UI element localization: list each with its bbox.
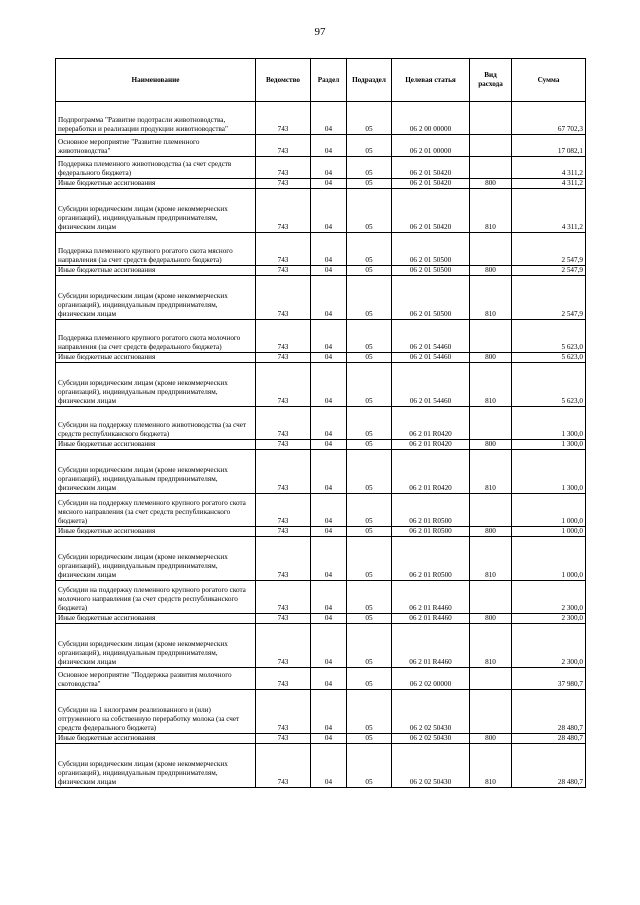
row-subsection-cell: 05 <box>347 179 392 189</box>
row-name-cell: Субсидии юридическим лицам (кроме некоммерческих организаций), индивидуальным предпринимателям, физическим лицам <box>56 744 256 788</box>
row-subsection-cell: 05 <box>347 624 392 668</box>
row-name-cell: Субсидии юридическим лицам (кроме некоммерческих организаций), индивидуальным предпринимателям, физическим лицам <box>56 450 256 494</box>
row-name-cell: Поддержка племенного крупного рогатого скота мясного направления (за счет средств федерального бюджета) <box>56 233 256 266</box>
row-name-cell: Субсидии юридическим лицам (кроме некоммерческих организаций), индивидуальным предпринимателям, физическим лицам <box>56 189 256 233</box>
row-name-cell: Субсидии на поддержку племенного крупного рогатого скота молочного направления (за счет средств республиканского бюджета) <box>56 581 256 614</box>
row-sum-cell: 2 300,0 <box>512 581 586 614</box>
row-sum-cell: 1 000,0 <box>512 537 586 581</box>
row-type-cell: 810 <box>470 363 512 407</box>
row-name-cell: Субсидии юридическим лицам (кроме некоммерческих организаций), индивидуальным предпринимателям, физическим лицам <box>56 363 256 407</box>
row-article-cell: 06 2 01 R0500 <box>392 537 470 581</box>
row-name-cell: Субсидии юридическим лицам (кроме некоммерческих организаций), индивидуальным предпринимателям, физическим лицам <box>56 537 256 581</box>
row-subsection-cell: 05 <box>347 266 392 276</box>
row-subsection-cell: 05 <box>347 537 392 581</box>
row-section-cell: 04 <box>311 276 347 320</box>
row-section-cell: 04 <box>311 102 347 135</box>
row-section-cell: 04 <box>311 494 347 527</box>
row-type-cell: 810 <box>470 450 512 494</box>
row-name-cell: Иные бюджетные ассигнования <box>56 266 256 276</box>
row-article-cell: 06 2 01 R4460 <box>392 614 470 624</box>
row-type-cell <box>470 668 512 690</box>
row-sum-cell: 28 480,7 <box>512 734 586 744</box>
table-row <box>56 276 586 320</box>
row-article-cell: 06 2 01 50500 <box>392 266 470 276</box>
row-article-cell: 06 2 01 R4460 <box>392 581 470 614</box>
row-dept-cell: 743 <box>256 266 311 276</box>
row-subsection-cell: 05 <box>347 189 392 233</box>
row-article-cell: 06 2 01 50500 <box>392 233 470 266</box>
header-article: Целевая статья <box>392 59 470 102</box>
row-sum-cell: 4 311,2 <box>512 189 586 233</box>
row-sum-cell: 1 300,0 <box>512 440 586 450</box>
row-article-cell: 06 2 01 R0420 <box>392 450 470 494</box>
table-row <box>56 102 586 135</box>
row-name-cell: Иные бюджетные ассигнования <box>56 734 256 744</box>
table-row <box>56 494 586 527</box>
row-section-cell: 04 <box>311 450 347 494</box>
row-section-cell: 04 <box>311 407 347 440</box>
row-sum-cell: 1 300,0 <box>512 450 586 494</box>
table-row <box>56 537 586 581</box>
table-row <box>56 189 586 233</box>
row-dept-cell: 743 <box>256 353 311 363</box>
row-sum-cell: 2 300,0 <box>512 614 586 624</box>
row-section-cell: 04 <box>311 581 347 614</box>
row-dept-cell: 743 <box>256 157 311 179</box>
table-row <box>56 179 586 189</box>
row-section-cell: 04 <box>311 624 347 668</box>
row-subsection-cell: 05 <box>347 363 392 407</box>
row-subsection-cell: 05 <box>347 233 392 266</box>
row-dept-cell: 743 <box>256 102 311 135</box>
row-dept-cell: 743 <box>256 624 311 668</box>
table-row <box>56 440 586 450</box>
row-sum-cell: 1 000,0 <box>512 494 586 527</box>
row-type-cell: 810 <box>470 624 512 668</box>
row-section-cell: 04 <box>311 266 347 276</box>
row-subsection-cell: 05 <box>347 320 392 353</box>
row-dept-cell: 743 <box>256 189 311 233</box>
row-name-cell: Субсидии юридическим лицам (кроме некоммерческих организаций), индивидуальным предпринимателям, физическим лицам <box>56 624 256 668</box>
row-subsection-cell: 05 <box>347 494 392 527</box>
row-type-cell <box>470 407 512 440</box>
row-sum-cell: 2 547,9 <box>512 266 586 276</box>
table-row <box>56 614 586 624</box>
row-dept-cell: 743 <box>256 527 311 537</box>
row-subsection-cell: 05 <box>347 157 392 179</box>
row-type-cell <box>470 157 512 179</box>
row-subsection-cell: 05 <box>347 527 392 537</box>
row-type-cell: 800 <box>470 440 512 450</box>
row-type-cell: 800 <box>470 614 512 624</box>
row-type-cell: 800 <box>470 179 512 189</box>
row-subsection-cell: 05 <box>347 276 392 320</box>
row-section-cell: 04 <box>311 233 347 266</box>
table-header-row <box>56 59 586 102</box>
row-sum-cell: 1 300,0 <box>512 407 586 440</box>
row-dept-cell: 743 <box>256 135 311 157</box>
row-type-cell <box>470 233 512 266</box>
row-section-cell: 04 <box>311 363 347 407</box>
row-type-cell: 810 <box>470 276 512 320</box>
table-row <box>56 744 586 788</box>
row-sum-cell: 5 623,0 <box>512 363 586 407</box>
row-article-cell: 06 2 01 50500 <box>392 276 470 320</box>
row-article-cell: 06 2 01 R0500 <box>392 527 470 537</box>
row-sum-cell: 28 480,7 <box>512 690 586 734</box>
row-section-cell: 04 <box>311 189 347 233</box>
row-sum-cell: 5 623,0 <box>512 320 586 353</box>
row-subsection-cell: 05 <box>347 407 392 440</box>
header-dept: Ведомство <box>256 59 311 102</box>
table-body <box>56 102 586 788</box>
row-section-cell: 04 <box>311 734 347 744</box>
row-section-cell: 04 <box>311 157 347 179</box>
row-name-cell: Поддержка племенного крупного рогатого скота молочного направления (за счет средств федерального бюджета) <box>56 320 256 353</box>
row-dept-cell: 743 <box>256 494 311 527</box>
row-article-cell: 06 2 01 50420 <box>392 189 470 233</box>
row-subsection-cell: 05 <box>347 353 392 363</box>
row-sum-cell: 28 480,7 <box>512 744 586 788</box>
row-name-cell: Основное мероприятие "Поддержка развития молочного скотоводства" <box>56 668 256 690</box>
row-article-cell: 06 2 01 54460 <box>392 363 470 407</box>
table-row <box>56 266 586 276</box>
row-dept-cell: 743 <box>256 614 311 624</box>
page-number: 97 <box>314 26 326 38</box>
row-type-cell: 800 <box>470 353 512 363</box>
row-section-cell: 04 <box>311 527 347 537</box>
row-subsection-cell: 05 <box>347 744 392 788</box>
row-name-cell: Подпрограмма "Развитие подотрасли животноводства, переработки и реализации продукции животноводства" <box>56 102 256 135</box>
header-section: Раздел <box>311 59 347 102</box>
row-subsection-cell: 05 <box>347 734 392 744</box>
row-article-cell: 06 2 00 00000 <box>392 102 470 135</box>
row-article-cell: 06 2 02 50430 <box>392 690 470 734</box>
table-row <box>56 668 586 690</box>
row-type-cell: 800 <box>470 527 512 537</box>
table-row <box>56 527 586 537</box>
header-subsection: Подраздел <box>347 59 392 102</box>
row-sum-cell: 37 980,7 <box>512 668 586 690</box>
row-article-cell: 06 2 01 50420 <box>392 157 470 179</box>
row-name-cell: Поддержка племенного животноводства (за счет средств федерального бюджета) <box>56 157 256 179</box>
row-article-cell: 06 2 01 00000 <box>392 135 470 157</box>
row-name-cell: Субсидии на 1 килограмм реализованного и (или) отгруженного на собственную переработку молока (за счет средств федерального бюджета) <box>56 690 256 734</box>
row-dept-cell: 743 <box>256 233 311 266</box>
row-article-cell: 06 2 01 54460 <box>392 320 470 353</box>
row-dept-cell: 743 <box>256 734 311 744</box>
row-name-cell: Основное мероприятие "Развитие племенного животноводства" <box>56 135 256 157</box>
row-subsection-cell: 05 <box>347 450 392 494</box>
table-row <box>56 581 586 614</box>
row-dept-cell: 743 <box>256 537 311 581</box>
row-section-cell: 04 <box>311 135 347 157</box>
row-type-cell <box>470 102 512 135</box>
table-row <box>56 320 586 353</box>
row-article-cell: 06 2 02 00000 <box>392 668 470 690</box>
row-article-cell: 06 2 02 50430 <box>392 744 470 788</box>
row-subsection-cell: 05 <box>347 614 392 624</box>
table-row <box>56 233 586 266</box>
row-sum-cell: 2 547,9 <box>512 276 586 320</box>
row-type-cell <box>470 581 512 614</box>
row-sum-cell: 17 082,1 <box>512 135 586 157</box>
row-type-cell: 800 <box>470 734 512 744</box>
table-row <box>56 135 586 157</box>
row-type-cell: 810 <box>470 189 512 233</box>
row-type-cell <box>470 135 512 157</box>
row-section-cell: 04 <box>311 353 347 363</box>
row-section-cell: 04 <box>311 537 347 581</box>
row-article-cell: 06 2 01 R4460 <box>392 624 470 668</box>
row-sum-cell: 5 623,0 <box>512 353 586 363</box>
row-subsection-cell: 05 <box>347 690 392 734</box>
table-row <box>56 353 586 363</box>
row-subsection-cell: 05 <box>347 440 392 450</box>
row-dept-cell: 743 <box>256 440 311 450</box>
table-row <box>56 450 586 494</box>
table-row <box>56 363 586 407</box>
header-sum: Сумма <box>512 59 586 102</box>
row-section-cell: 04 <box>311 320 347 353</box>
table-row <box>56 734 586 744</box>
row-section-cell: 04 <box>311 690 347 734</box>
row-sum-cell: 67 702,3 <box>512 102 586 135</box>
table-row <box>56 624 586 668</box>
row-sum-cell: 4 311,2 <box>512 179 586 189</box>
row-dept-cell: 743 <box>256 581 311 614</box>
row-type-cell: 810 <box>470 537 512 581</box>
row-type-cell: 800 <box>470 266 512 276</box>
row-name-cell: Иные бюджетные ассигнования <box>56 527 256 537</box>
row-article-cell: 06 2 01 54460 <box>392 353 470 363</box>
row-name-cell: Субсидии на поддержку племенного крупного рогатого скота мясного направления (за счет средств республиканского бюджета) <box>56 494 256 527</box>
row-dept-cell: 743 <box>256 690 311 734</box>
row-article-cell: 06 2 01 R0420 <box>392 407 470 440</box>
row-subsection-cell: 05 <box>347 668 392 690</box>
row-type-cell <box>470 320 512 353</box>
row-sum-cell: 1 000,0 <box>512 527 586 537</box>
row-subsection-cell: 05 <box>347 135 392 157</box>
header-type: Вид расхода <box>470 59 512 102</box>
row-section-cell: 04 <box>311 744 347 788</box>
row-dept-cell: 743 <box>256 407 311 440</box>
row-section-cell: 04 <box>311 614 347 624</box>
row-type-cell <box>470 690 512 734</box>
row-dept-cell: 743 <box>256 276 311 320</box>
row-section-cell: 04 <box>311 668 347 690</box>
table-row <box>56 690 586 734</box>
row-dept-cell: 743 <box>256 744 311 788</box>
row-subsection-cell: 05 <box>347 102 392 135</box>
row-section-cell: 04 <box>311 179 347 189</box>
row-name-cell: Субсидии на поддержку племенного животноводства (за счет средств республиканского бюджета) <box>56 407 256 440</box>
row-subsection-cell: 05 <box>347 581 392 614</box>
row-name-cell: Иные бюджетные ассигнования <box>56 614 256 624</box>
row-type-cell: 810 <box>470 744 512 788</box>
row-name-cell: Иные бюджетные ассигнования <box>56 440 256 450</box>
row-article-cell: 06 2 01 R0420 <box>392 440 470 450</box>
table-row <box>56 407 586 440</box>
table-row <box>56 157 586 179</box>
row-dept-cell: 743 <box>256 320 311 353</box>
row-sum-cell: 2 547,9 <box>512 233 586 266</box>
row-name-cell: Субсидии юридическим лицам (кроме некоммерческих организаций), индивидуальным предпринимателям, физическим лицам <box>56 276 256 320</box>
row-dept-cell: 743 <box>256 668 311 690</box>
header-name: Наименование <box>56 59 256 102</box>
row-name-cell: Иные бюджетные ассигнования <box>56 353 256 363</box>
row-type-cell <box>470 494 512 527</box>
row-sum-cell: 2 300,0 <box>512 624 586 668</box>
row-dept-cell: 743 <box>256 179 311 189</box>
row-dept-cell: 743 <box>256 363 311 407</box>
row-article-cell: 06 2 01 R0500 <box>392 494 470 527</box>
row-section-cell: 04 <box>311 440 347 450</box>
row-article-cell: 06 2 01 50420 <box>392 179 470 189</box>
budget-table <box>55 58 586 788</box>
row-sum-cell: 4 311,2 <box>512 157 586 179</box>
row-article-cell: 06 2 02 50430 <box>392 734 470 744</box>
row-name-cell: Иные бюджетные ассигнования <box>56 179 256 189</box>
row-dept-cell: 743 <box>256 450 311 494</box>
